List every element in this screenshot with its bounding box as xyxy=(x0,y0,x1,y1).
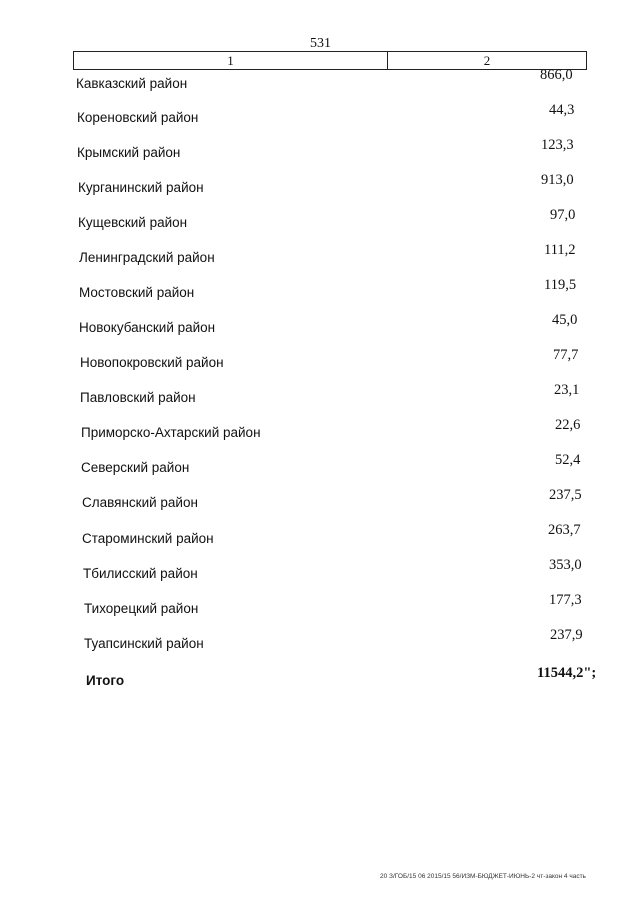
row-value: 177,3 xyxy=(549,592,582,608)
row-value: 45,0 xyxy=(552,312,578,328)
row-value: 23,1 xyxy=(554,382,580,398)
document-footer: 20 З/ГОБ/15 06 2015/15 56/ИЗМ-БЮДЖЕТ-ИЮНЬ-2 чт-закон 4 часть xyxy=(380,873,586,880)
row-label: Новокубанский район xyxy=(79,320,216,335)
row-value: 263,7 xyxy=(548,522,581,538)
row-value: 353,0 xyxy=(549,557,582,573)
row-label: Тихорецкий район xyxy=(84,601,199,616)
row-value: 44,3 xyxy=(549,102,575,118)
row-value: 913,0 xyxy=(541,172,574,188)
row-label: Приморско-Ахтарский район xyxy=(81,425,261,440)
row-value: 22,6 xyxy=(555,417,581,433)
row-value: 119,5 xyxy=(544,277,577,293)
row-label: Славянский район xyxy=(82,495,198,510)
row-value: 97,0 xyxy=(550,207,576,223)
row-label: Курганинский район xyxy=(78,180,204,195)
row-label: Кавказский район xyxy=(76,76,188,91)
total-value: 11544,2"; xyxy=(537,665,597,681)
table-header xyxy=(73,51,587,70)
row-label: Кущевский район xyxy=(78,215,188,230)
row-label: Староминский район xyxy=(82,531,214,546)
column-header-2: 2 xyxy=(483,53,491,68)
total-label: Итого xyxy=(86,673,125,688)
row-label: Крымский район xyxy=(77,145,181,160)
row-value: 237,9 xyxy=(550,627,583,643)
row-label: Мостовский район xyxy=(79,285,195,300)
row-value: 123,3 xyxy=(541,137,574,153)
row-label: Павловский район xyxy=(80,390,196,405)
row-value: 52,4 xyxy=(555,452,581,468)
column-header-1: 1 xyxy=(74,52,388,69)
row-label: Туапсинский район xyxy=(84,636,204,651)
row-label: Северский район xyxy=(81,460,190,475)
row-value: 77,7 xyxy=(553,347,579,363)
row-value: 866,0 xyxy=(540,67,573,83)
row-label: Новопокровский район xyxy=(80,355,224,370)
row-value: 111,2 xyxy=(544,242,576,258)
row-label: Ленинградский район xyxy=(79,250,215,265)
row-label: Тбилисский район xyxy=(83,566,198,581)
row-value: 237,5 xyxy=(549,487,582,503)
page-number: 531 xyxy=(310,36,331,51)
row-label: Кореновский район xyxy=(77,110,199,125)
